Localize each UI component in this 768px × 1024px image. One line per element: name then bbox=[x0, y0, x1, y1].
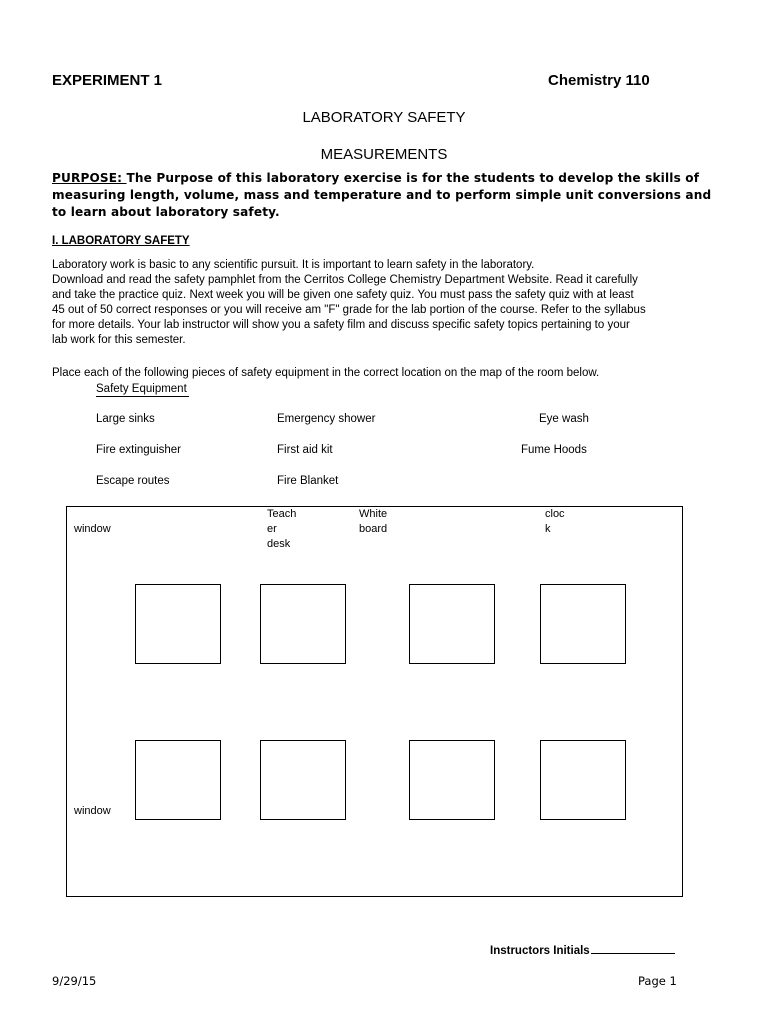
footer-date: 9/29/15 bbox=[52, 974, 97, 988]
footer-page-number: Page 1 bbox=[638, 974, 677, 988]
instruction-text: Place each of the following pieces of safety equipment in the correct location on the map of the room below. bbox=[52, 367, 600, 379]
equipment-item: Fume Hoods bbox=[521, 444, 587, 456]
experiment-number: EXPERIMENT 1 bbox=[52, 72, 163, 89]
lab-bench bbox=[540, 740, 626, 820]
paragraph-line: Download and read the safety pamphlet from the Cerritos College Chemistry Department Website. Read it carefully bbox=[52, 274, 638, 286]
lab-bench bbox=[409, 740, 495, 820]
lab-bench bbox=[409, 584, 495, 664]
lab-bench bbox=[135, 740, 221, 820]
window-label-top: window bbox=[74, 523, 111, 535]
white-board-label: White board bbox=[359, 508, 388, 535]
equipment-item: Escape routes bbox=[96, 475, 170, 487]
window-label-bottom: window bbox=[74, 805, 111, 817]
equipment-item: Fire extinguisher bbox=[96, 444, 182, 456]
page-title: LABORATORY SAFETY bbox=[302, 109, 466, 126]
initials-blank bbox=[591, 943, 675, 954]
purpose-text: The Purpose of this laboratory exercise is for the students to develop the skills of measuring length, volume, mass and temperature and to perform simple unit conversions and to learn about laboratory safety. bbox=[52, 171, 712, 219]
purpose-paragraph bbox=[52, 170, 724, 221]
lab-bench bbox=[135, 584, 221, 664]
equipment-item: First aid kit bbox=[277, 444, 333, 456]
course-name: Chemistry 110 bbox=[548, 72, 650, 89]
instructor-initials bbox=[490, 943, 675, 957]
paragraph-line: 45 out of 50 correct responses or you will receive am "F" grade for the lab portion of the course. Refer to the syllabus bbox=[52, 304, 646, 316]
equipment-item: Eye wash bbox=[539, 413, 589, 425]
equipment-item: Emergency shower bbox=[277, 413, 376, 425]
page-subtitle: MEASUREMENTS bbox=[320, 146, 448, 163]
lab-bench bbox=[260, 584, 346, 664]
equipment-item: Large sinks bbox=[96, 413, 155, 425]
instructor-initials-label: Instructors Initials bbox=[490, 945, 590, 957]
room-map bbox=[66, 506, 683, 897]
equipment-list-title: Safety Equipment bbox=[96, 383, 187, 395]
lab-bench bbox=[260, 740, 346, 820]
teacher-desk-label: Teach er desk bbox=[267, 508, 297, 550]
section-heading: I. LABORATORY SAFETY bbox=[52, 235, 190, 247]
clock-label: cloc k bbox=[545, 508, 565, 535]
lab-bench bbox=[540, 584, 626, 664]
paragraph-line: for more details. Your lab instructor will show you a safety film and discuss specific safety topics pertaining to your bbox=[52, 319, 630, 331]
paragraph-line: Laboratory work is basic to any scientific pursuit. It is important to learn safety in the laboratory. bbox=[52, 259, 535, 271]
equipment-item: Fire Blanket bbox=[277, 475, 339, 487]
purpose-label: PURPOSE: bbox=[52, 171, 127, 185]
paragraph-line: lab work for this semester. bbox=[52, 334, 186, 346]
paragraph-line: and take the practice quiz. Next week you will be given one safety quiz. You must pass the safety quiz with at least bbox=[52, 289, 634, 301]
